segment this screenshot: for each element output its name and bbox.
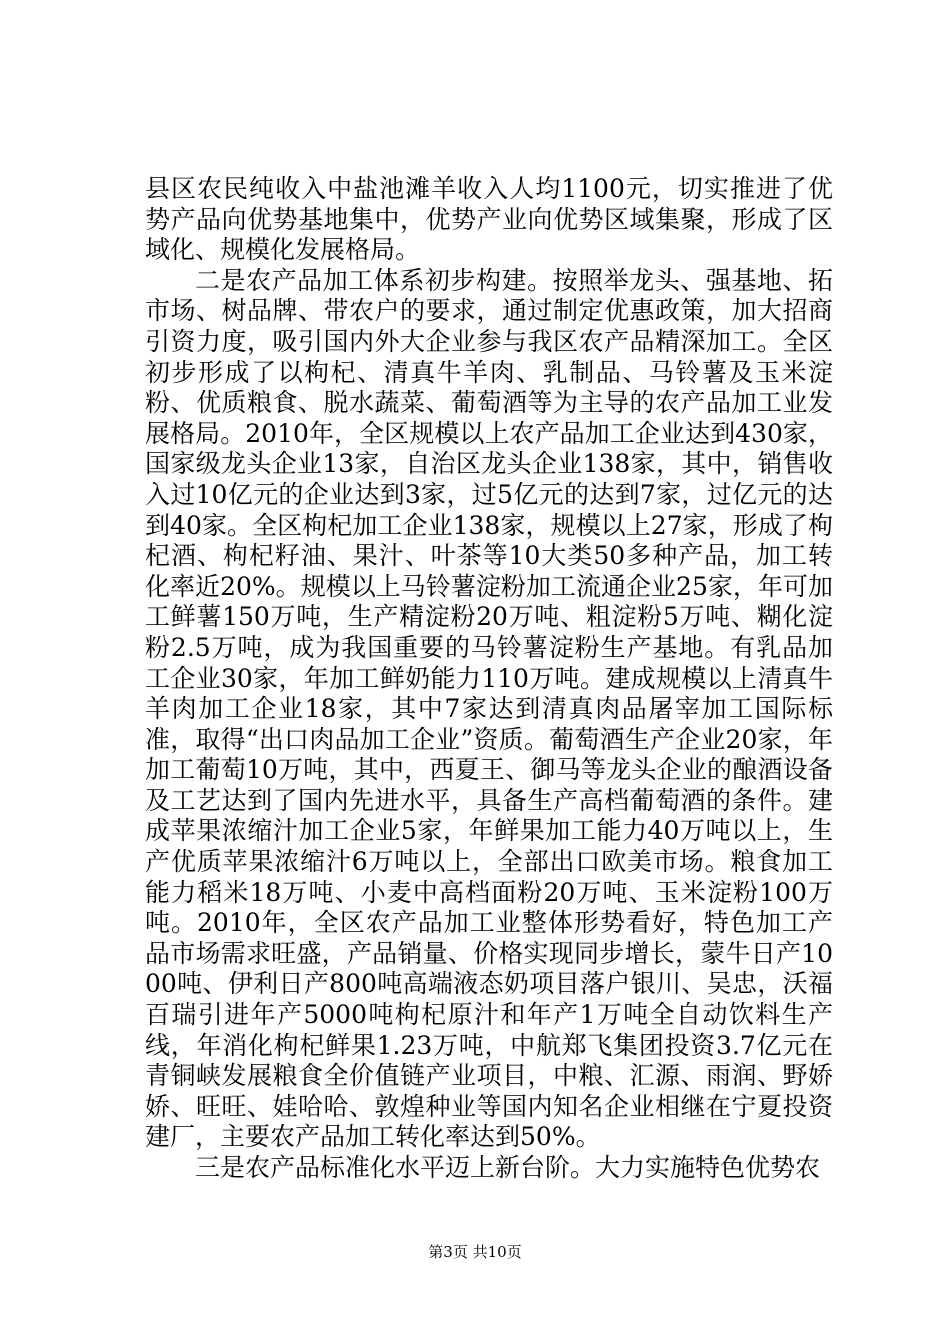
document-body xyxy=(145,174,833,1184)
paragraph-standardization: 三是农产品标准化水平迈上新台阶。大力实施特色优势农 xyxy=(195,1153,821,1182)
paragraph-continuation: 县区农民纯收入中盐池滩羊收入人均1100元，切实推进了优势产品向优势基地集中，优势产业向优势区域集聚，形成了区域化、规模化发展格局。 xyxy=(145,174,833,265)
page-footer: 第3页 共10页 xyxy=(428,1243,522,1261)
paragraph-processing-system: 二是农产品加工体系初步构建。按照举龙头、强基地、拓市场、树品牌、带农户的要求，通过制定优惠政策，加大招商引资力度，吸引国内外大企业参与我区农产品精深加工。全区初步形成了以枸杞、清真牛羊肉、乳制品、马铃薯及玉米淀粉、优质粮食、脱水蔬菜、葡萄酒等为主导的农产品加工业发展格局。2010年，全区规模以上农产品加工企业达到430家，国家级龙头企业13家，自治区龙头企业138家，其中，销售收入过10亿元的企业达到3家，过5亿元的达到7家，过亿元的达到40家。全区枸杞加工企业138家，规模以上27家，形成了枸杞酒、枸杞籽油、果汁、叶茶等10大类50多种产品，加工转化率近20%。规模以上马铃薯淀粉加工流通企业25家，年可加工鲜薯150万吨，生产精淀粉20万吨、粗淀粉5万吨、糊化淀粉2.5万吨，成为我国重要的马铃薯淀粉生产基地。有乳品加工企业30家，年加工鲜奶能力110万吨。建成规模以上清真牛羊肉加工企业18家，其中7家达到清真肉品屠宰加工国际标准，取得“出口肉品加工企业”资质。葡萄酒生产企业20家，年加工葡萄10万吨，其中，西夏王、御马等龙头企业的酿酒设备及工艺达到了国内先进水平，具备生产高档葡萄酒的条件。建成苹果浓缩汁加工企业5家，年鲜果加工能力40万吨以上，生产优质苹果浓缩汁6万吨以上，全部出口欧美市场。粮食加工能力稻米18万吨、小麦中高档面粉20万吨、玉米淀粉100万吨。2010年，全区农产品加工业整体形势看好，特色加工产品市场需求旺盛，产品销量、价格实现同步增长，蒙牛日产1000吨、伊利日产800吨高端液态奶项目落户银川、吴忠，沃福百瑞引进年产5000吨枸杞原汁和年产1万吨全自动饮料生产线，年消化枸杞鲜果1.23万吨，中航郑飞集团投资3.7亿元在青铜峡发展粮食全价值链产业项目，中粮、汇源、雨润、野娇娇、旺旺、娃哈哈、敦煌种业等国内知名企业相继在宁夏投资建厂，主要农产品加工转化率达到50%。 xyxy=(145,265,833,1152)
